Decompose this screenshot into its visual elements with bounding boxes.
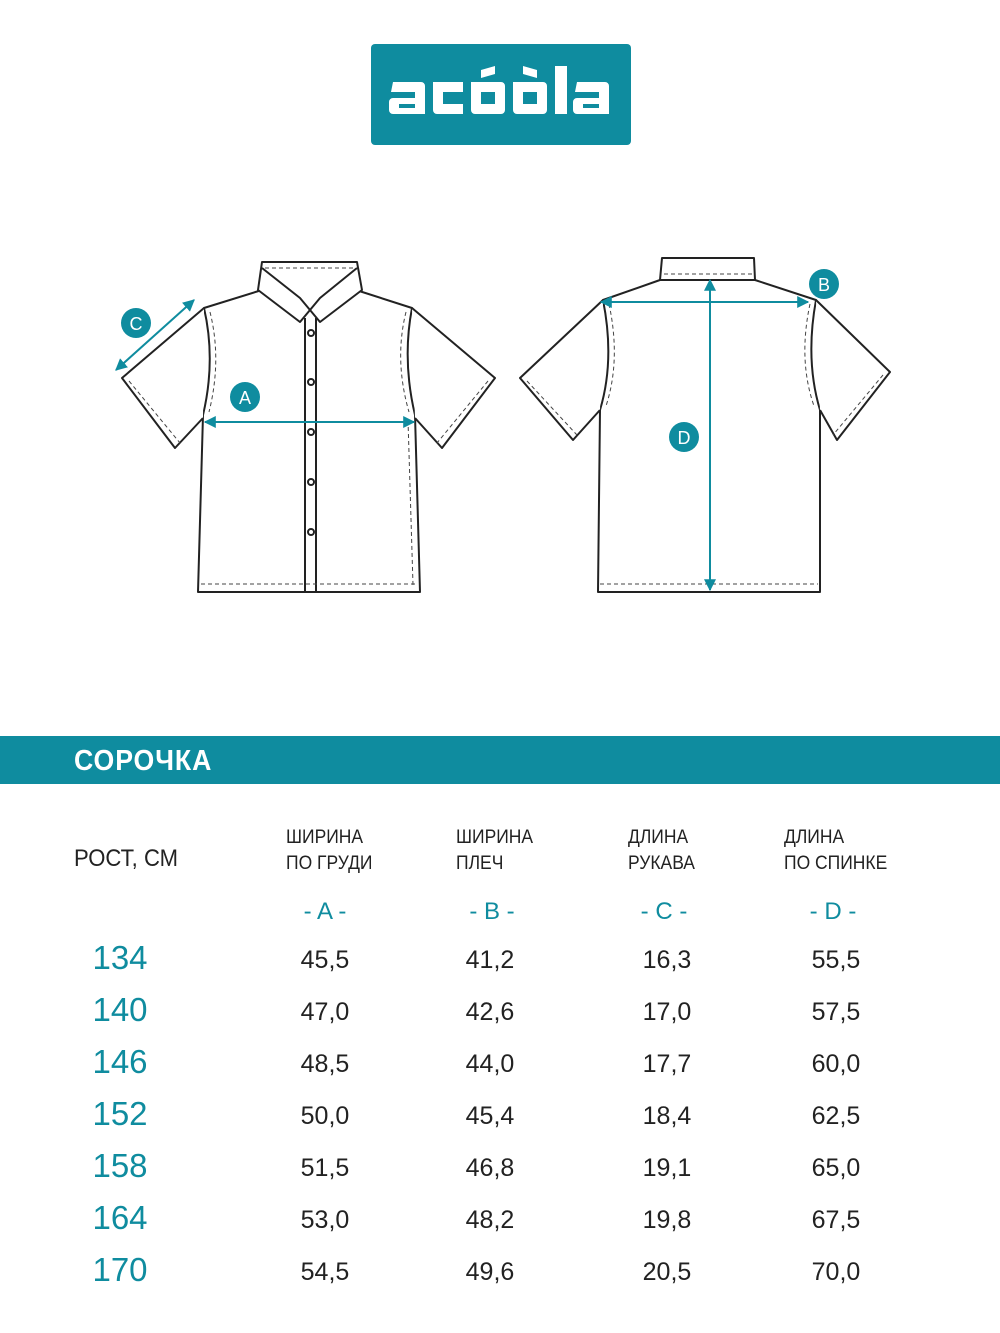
svg-text:C: C [129, 314, 143, 334]
height-value: 146 [92, 1043, 148, 1080]
value-a: 48,5 [300, 1050, 350, 1078]
value-a: 53,0 [300, 1206, 350, 1234]
marker-c [121, 308, 151, 338]
value-c: 16,3 [642, 946, 692, 974]
height-value: 140 [92, 991, 148, 1028]
value-c: 17,0 [642, 998, 692, 1026]
marker-d [669, 422, 699, 452]
height-value: 164 [92, 1199, 148, 1236]
svg-text:D: D [677, 428, 691, 448]
value-a: 54,5 [300, 1258, 350, 1286]
svg-text:B: B [817, 275, 831, 295]
marker-a [230, 382, 260, 412]
column-letter-b: - B - [469, 898, 515, 925]
height-value: 158 [92, 1147, 148, 1184]
shirt-back-drawing [520, 258, 890, 592]
value-c: 18,4 [642, 1102, 692, 1130]
value-b: 45,4 [465, 1102, 515, 1130]
value-b: 44,0 [465, 1050, 515, 1078]
column-header-b: ШИРИНА ПЛЕЧ [456, 827, 534, 874]
value-d: 65,0 [811, 1154, 861, 1182]
value-b: 49,6 [465, 1258, 515, 1286]
value-a: 47,0 [300, 998, 350, 1026]
value-c: 19,1 [642, 1154, 692, 1182]
shirt-front-drawing [122, 262, 495, 592]
column-header-a: ШИРИНА ПО ГРУДИ [286, 827, 373, 874]
value-d: 70,0 [811, 1258, 861, 1286]
value-d: 60,0 [811, 1050, 861, 1078]
value-d: 57,5 [811, 998, 861, 1026]
value-d: 67,5 [811, 1206, 861, 1234]
value-d: 62,5 [811, 1102, 861, 1130]
value-c: 19,8 [642, 1206, 692, 1234]
value-d: 55,5 [811, 946, 861, 974]
column-letter-c: - C - [640, 898, 688, 925]
value-b: 42,6 [465, 998, 515, 1026]
value-b: 41,2 [465, 946, 515, 974]
column-header-c: ДЛИНА РУКАВА [628, 827, 695, 874]
column-header-d: ДЛИНА ПО СПИНКЕ [784, 827, 888, 874]
section-banner [0, 736, 1000, 784]
section-title: СОРОЧКА [74, 745, 213, 777]
row-header: РОСТ, СМ [74, 845, 179, 872]
value-b: 46,8 [465, 1154, 515, 1182]
value-a: 51,5 [300, 1154, 350, 1182]
value-a: 50,0 [300, 1102, 350, 1130]
marker-b [809, 269, 839, 299]
svg-text:A: A [238, 388, 252, 408]
height-value: 170 [92, 1251, 148, 1288]
height-value: 152 [92, 1095, 148, 1132]
value-a: 45,5 [300, 946, 350, 974]
value-c: 17,7 [642, 1050, 692, 1078]
height-value: 134 [92, 939, 148, 976]
value-c: 20,5 [642, 1258, 692, 1286]
column-letter-a: - A - [303, 898, 347, 925]
column-letter-d: - D - [809, 898, 857, 925]
value-b: 48,2 [465, 1206, 515, 1234]
